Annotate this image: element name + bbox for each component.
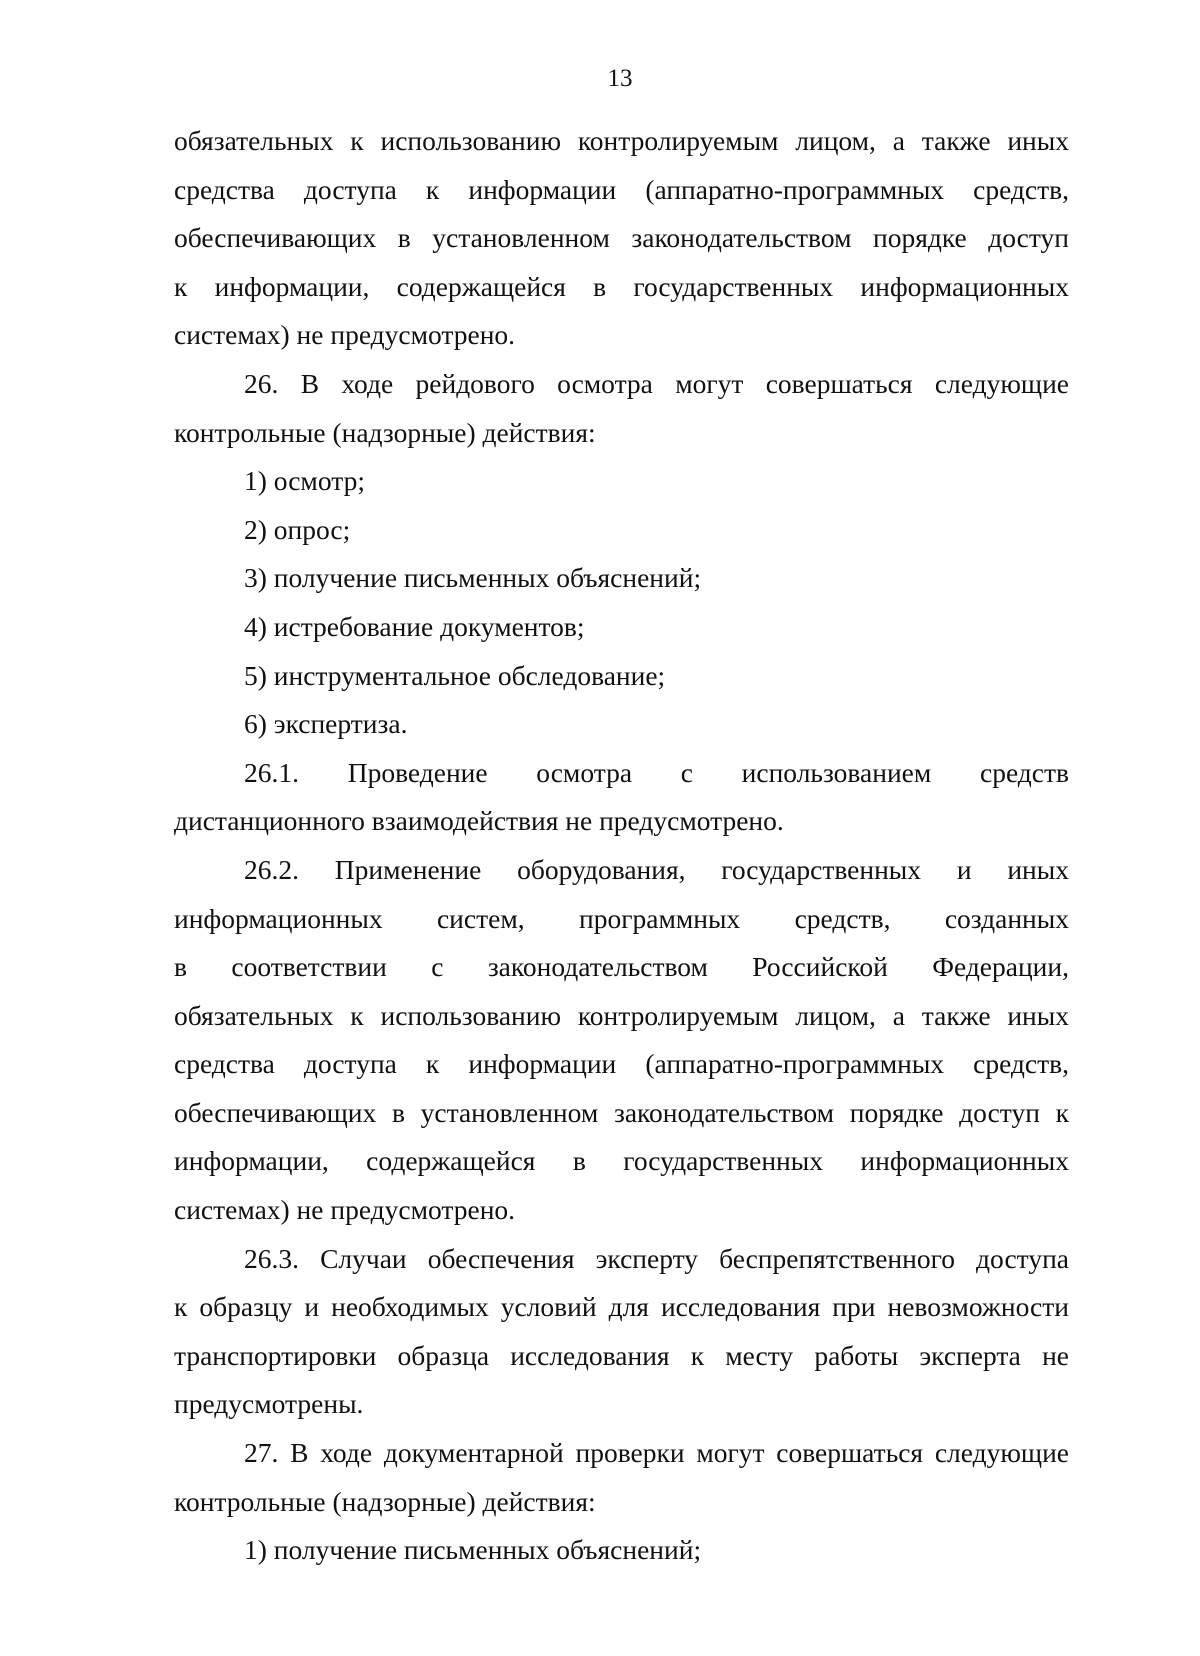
- paragraph-clause-26: [174, 360, 1069, 457]
- text-line: в соответствии с законодательством Российской Федерации,: [174, 951, 1069, 983]
- list-item: 2) опрос;: [244, 513, 351, 545]
- text-line: предусмотрены.: [174, 1388, 364, 1420]
- text-line: 26.1. Проведение осмотра с использованием средств: [244, 756, 1069, 788]
- text-line: контрольные (надзорные) действия:: [174, 416, 596, 448]
- text-line: 26. В ходе рейдового осмотра могут совершаться следующие: [244, 367, 1069, 399]
- text-line: 26.3. Случаи обеспечения эксперту беспрепятственного доступа: [244, 1242, 1069, 1274]
- text-line: к образцу и необходимых условий для исследования при невозможности: [174, 1291, 1069, 1323]
- text-line: контрольные (надзорные) действия:: [174, 1485, 596, 1517]
- paragraph-clause-26-2: [174, 846, 1069, 1235]
- page-number: 13: [607, 65, 633, 92]
- text-line: обязательных к использованию контролируемым лицом, а также иных: [174, 125, 1069, 156]
- list-item: 1) получение письменных объяснений;: [244, 1534, 702, 1566]
- list-item: 6) экспертиза.: [244, 708, 408, 740]
- paragraph-clause-26-1: [174, 749, 1069, 846]
- text-line: транспортировки образца исследования к месту работы эксперта не: [174, 1339, 1069, 1371]
- text-line: 26.2. Применение оборудования, государственных и иных: [244, 853, 1069, 885]
- paragraph-clause-26-3: [174, 1235, 1069, 1429]
- text-line: обеспечивающих в установленном законодательством порядке доступ: [174, 222, 1069, 254]
- list-item: 4) истребование документов;: [244, 610, 585, 642]
- paragraph-continuation: [174, 117, 1069, 360]
- text-line: информации, содержащейся в государственных информационных: [174, 1145, 1069, 1177]
- text-line: обязательных к использованию контролируемым лицом, а также иных: [174, 999, 1069, 1031]
- text-line: системах) не предусмотрено.: [174, 319, 516, 351]
- list-clause-26: [174, 457, 1069, 749]
- paragraph-clause-27: [174, 1429, 1069, 1526]
- document-body: [174, 117, 1069, 1575]
- text-line: к информации, содержащейся в государственных информационных: [174, 270, 1069, 302]
- list-item: 3) получение письменных объяснений;: [244, 562, 702, 594]
- text-line: 27. В ходе документарной проверки могут совершаться следующие: [244, 1437, 1069, 1469]
- text-line: обеспечивающих в установленном законодательством порядке доступ к: [174, 1096, 1069, 1128]
- list-item: 1) осмотр;: [244, 465, 365, 497]
- list-clause-27: [174, 1526, 1069, 1575]
- text-line: средства доступа к информации (аппаратно-программных средств,: [174, 1048, 1069, 1080]
- text-line: системах) не предусмотрено.: [174, 1194, 516, 1226]
- list-item: 5) инструментальное обследование;: [244, 659, 666, 691]
- text-line: дистанционного взаимодействия не предусмотрено.: [174, 805, 784, 837]
- text-line: средства доступа к информации (аппаратно-программных средств,: [174, 173, 1069, 205]
- text-line: информационных систем, программных средств, созданных: [174, 902, 1069, 934]
